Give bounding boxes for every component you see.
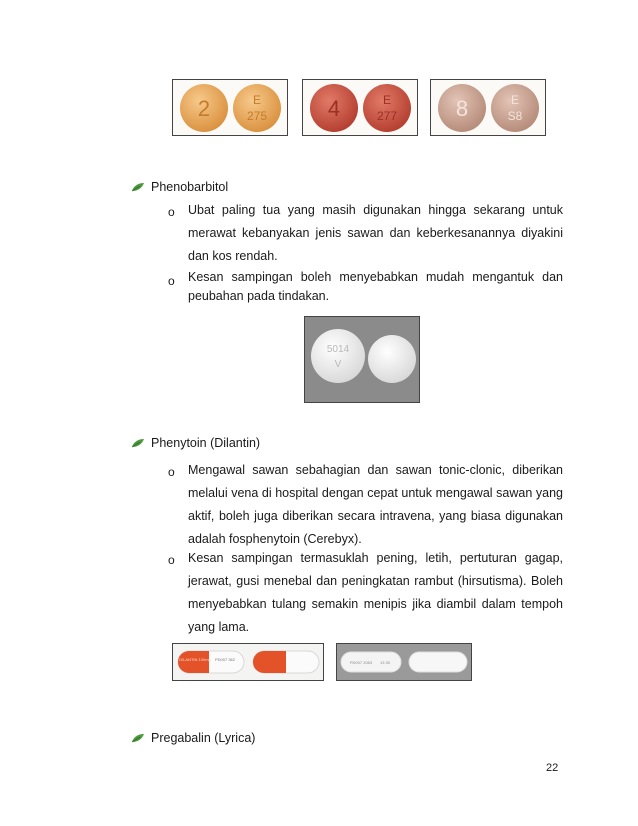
tan-pill-2-mark-top: E xyxy=(510,93,520,107)
red-pill-1-mark: 4 xyxy=(327,96,341,121)
orange-pill-2-mark-bottom: 275 xyxy=(246,109,268,123)
red-pill-2 xyxy=(363,84,411,132)
orange-capsule-label-2: PD007 362 xyxy=(214,657,236,662)
section-phenytoin-heading xyxy=(131,436,260,450)
orange-pill-2 xyxy=(233,84,281,132)
white-tablet-1 xyxy=(311,329,365,383)
white-capsule-label-2: 13 30 xyxy=(379,660,391,665)
tan-pill-2 xyxy=(491,84,539,132)
pills-orange-svg xyxy=(173,80,287,135)
orange-capsule-2 xyxy=(253,651,319,673)
pills-photo-tan xyxy=(430,79,546,136)
orange-capsules-photo xyxy=(172,643,324,681)
orange-capsules-svg xyxy=(173,644,323,680)
section-title: Pregabalin (Lyrica) xyxy=(151,731,256,745)
pills-photo-orange xyxy=(172,79,288,136)
list-item: Ubat paling tua yang masih digunakan hingga sekarang untuk merawat kebanyakan jenis sawan dan keberkesanannya diyakini dan kos rendah. xyxy=(188,203,563,263)
pills-tan-svg xyxy=(431,80,545,135)
leaf-bullet-icon xyxy=(131,438,145,448)
white-capsules-svg xyxy=(337,644,471,680)
sub-bullet-marker: o xyxy=(168,205,175,219)
sub-bullet-marker: o xyxy=(168,274,175,288)
red-pill-2-mark-bottom: 277 xyxy=(376,109,398,123)
section-title: Phenobarbitol xyxy=(151,180,229,194)
page-number: 22 xyxy=(546,762,559,774)
white-capsules-photo xyxy=(336,643,472,681)
white-capsule-2 xyxy=(409,652,467,672)
sub-bullet-marker: o xyxy=(168,465,175,479)
tan-pill-1-mark: 8 xyxy=(455,96,469,121)
leaf-bullet-icon xyxy=(131,182,145,192)
white-capsule-label-1: PD007 2063 xyxy=(349,660,373,665)
list-item: Kesan sampingan termasuklah pening, letih, pertuturan gagap, jerawat, gusi menebal dan peningkatan rambut (hirsutisma). Boleh menyebabkan tulang semakin menipis jika diambil dalam tempoh yang lama. xyxy=(188,551,563,634)
list-item: Kesan sampingan boleh menyebabkan mudah mengantuk dan peubahan pada tindakan. xyxy=(188,270,563,303)
pills-red-svg xyxy=(303,80,417,135)
white-tablet-mark-top: 5014 xyxy=(326,344,350,355)
white-tablets-photo xyxy=(304,316,420,403)
section-pregabalin-heading xyxy=(131,731,255,745)
leaf-bullet-icon xyxy=(131,733,145,743)
orange-capsule-1 xyxy=(178,651,244,673)
orange-capsule-label-1: DILANTIN 100mg xyxy=(179,657,211,662)
list-item: Mengawal sawan sebahagian dan sawan tonic-clonic, diberikan melalui vena di hospital dengan cepat untuk mengawal sawan yang aktif, boleh juga diberikan secara intravena, yang biasa digunakan adalah fosphenytoin (Cerebyx). xyxy=(188,463,563,546)
white-tablets-svg xyxy=(305,317,419,402)
red-pill-2-mark-top: E xyxy=(382,93,392,107)
tan-pill-2-mark-bottom: S8 xyxy=(507,109,523,123)
section-phenobarbitol-heading xyxy=(131,180,228,194)
orange-pill-1-mark: 2 xyxy=(197,96,211,121)
pills-photo-red xyxy=(302,79,418,136)
white-tablet-2 xyxy=(368,335,416,383)
white-tablet-mark-bottom: V xyxy=(334,359,342,370)
section-title: Phenytoin (Dilantin) xyxy=(151,436,261,450)
orange-pill-2-mark-top: E xyxy=(252,93,262,107)
sub-bullet-marker: o xyxy=(168,553,175,567)
